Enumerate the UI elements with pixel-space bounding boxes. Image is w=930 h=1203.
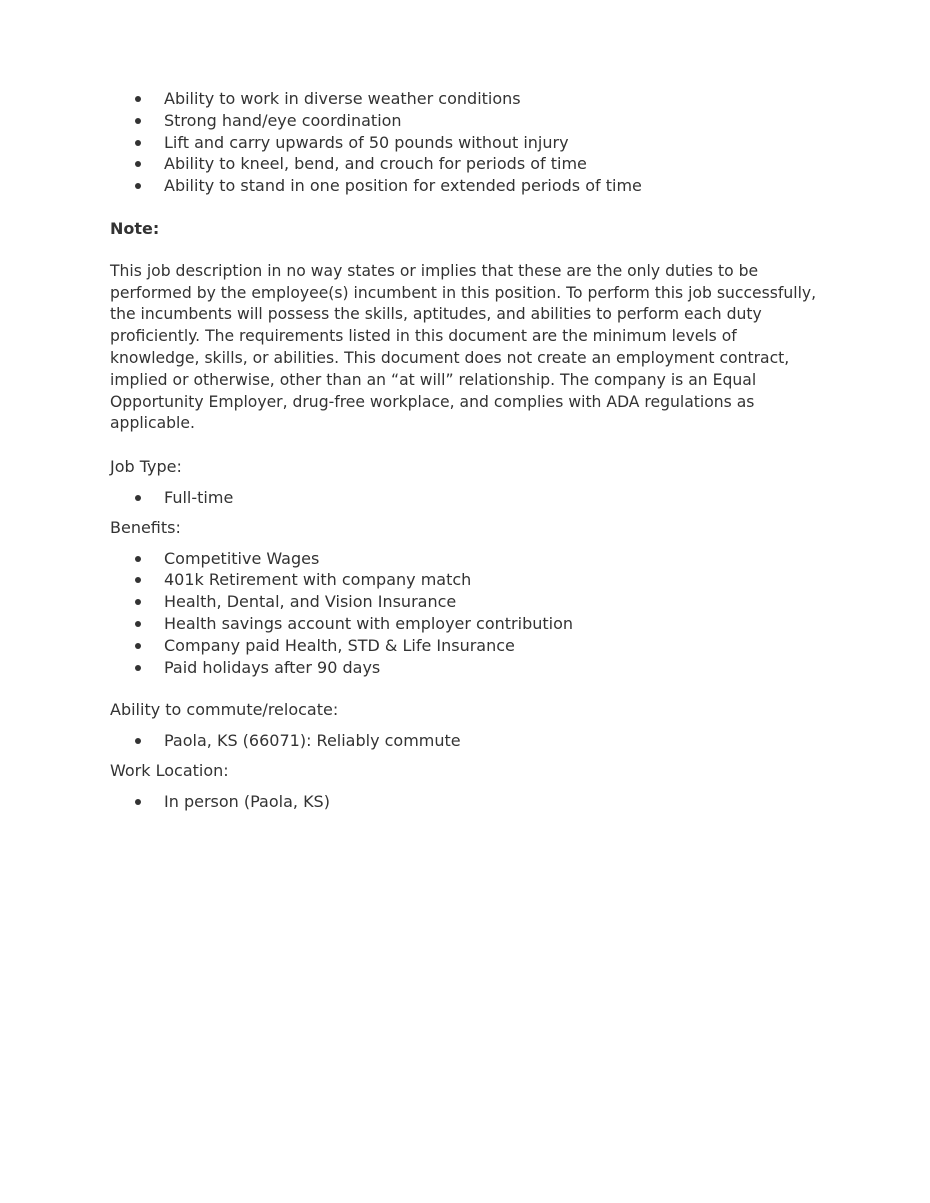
commute-list (110, 730, 825, 752)
bullet-icon (135, 140, 141, 146)
bullet-icon (135, 118, 141, 124)
bullet-icon (135, 665, 141, 671)
list-item: Paid holidays after 90 days (110, 657, 825, 679)
commute-label: Ability to commute/relocate: (110, 700, 339, 720)
list-item: In person (Paola, KS) (110, 791, 825, 813)
bullet-icon (135, 96, 141, 102)
bullet-icon (135, 183, 141, 189)
list-item: Paola, KS (66071): Reliably commute (110, 730, 825, 752)
list-item: Health, Dental, and Vision Insurance (110, 591, 825, 613)
benefits-list (110, 548, 825, 679)
note-heading: Note: (110, 218, 160, 238)
list-item: Ability to kneel, bend, and crouch for periods of time (110, 153, 825, 175)
work-location-list (110, 791, 825, 813)
list-item: Health savings account with employer contribution (110, 613, 825, 635)
list-item: Competitive Wages (110, 548, 825, 570)
bullet-icon (135, 495, 141, 501)
list-item: 401k Retirement with company match (110, 569, 825, 591)
list-item: Strong hand/eye coordination (110, 110, 825, 132)
list-item: Ability to stand in one position for extended periods of time (110, 175, 825, 197)
bullet-icon (135, 643, 141, 649)
job-type-label: Job Type: (110, 457, 182, 477)
work-location-label: Work Location: (110, 760, 229, 780)
requirements-list (110, 88, 825, 197)
bullet-icon (135, 599, 141, 605)
bullet-icon (135, 799, 141, 805)
list-item: Company paid Health, STD & Life Insurance (110, 635, 825, 657)
list-item: Ability to work in diverse weather conditions (110, 88, 825, 110)
bullet-icon (135, 556, 141, 562)
bullet-icon (135, 577, 141, 583)
job-type-list (110, 487, 825, 509)
bullet-icon (135, 161, 141, 167)
benefits-label: Benefits: (110, 517, 181, 537)
document-page (110, 88, 825, 813)
list-item: Lift and carry upwards of 50 pounds without injury (110, 132, 825, 154)
bullet-icon (135, 738, 141, 744)
bullet-icon (135, 621, 141, 627)
list-item: Full-time (110, 487, 825, 509)
note-paragraph: This job description in no way states or implies that these are the only duties to be performed by the employee(s) incumbent in this position. To perform this job successfully, the incumbents will possess the skills, aptitudes, and abilities to perform each duty proficiently. The requirements listed in this document are the minimum levels of knowledge, skills, or abilities. This document does not create an employment contract, implied or otherwise, other than an “at will” relationship. The company is an Equal Opportunity Employer, drug-free workplace, and complies with ADA regulations as applicable. (110, 261, 817, 433)
